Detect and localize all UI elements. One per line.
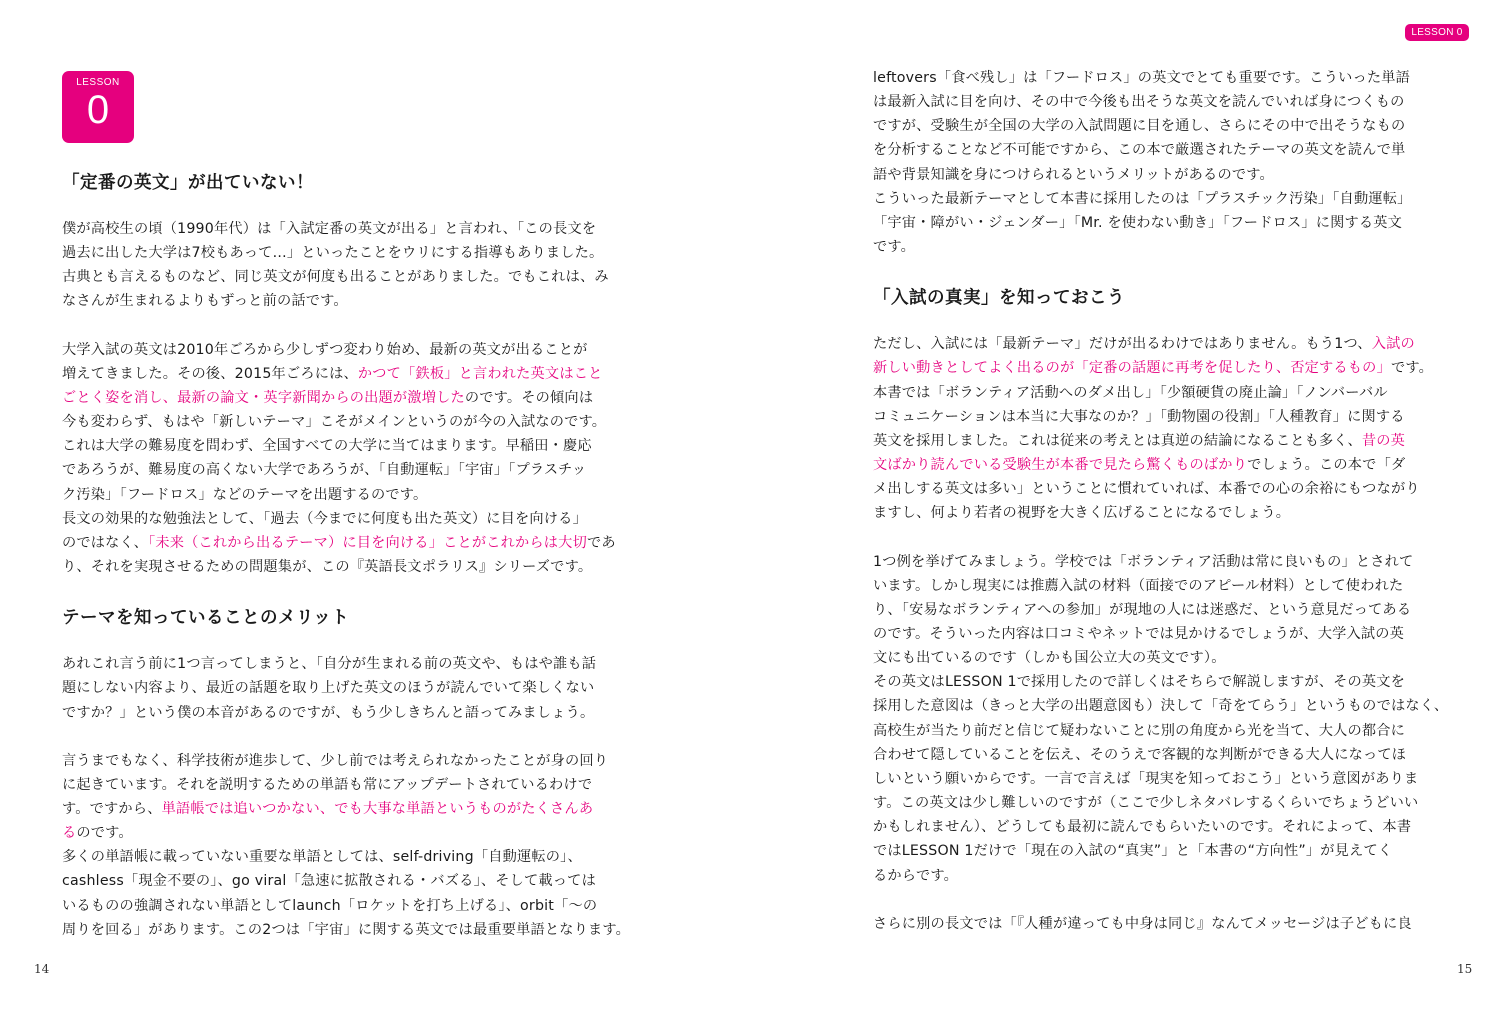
text-line bbox=[873, 211, 1451, 235]
text-run: 周りを回る」があります。この2つは「宇宙」に関する英文では最重要単語となります。 bbox=[62, 921, 631, 938]
page-number-left: 14 bbox=[34, 962, 50, 976]
text-line bbox=[62, 918, 640, 942]
text-run: 大学入試の英文は2010年ごろから少しずつ変わり始め、最新の英文が出ることが bbox=[62, 341, 588, 358]
text-line bbox=[873, 864, 1451, 888]
text-run: 僕が高校生の頃（1990年代）は「入試定番の英文が出る」と言われ、「この長文を bbox=[62, 221, 597, 237]
text-line bbox=[873, 550, 1451, 574]
highlighted-text: かつて「鉄板」と言われた英文はこと bbox=[357, 365, 603, 382]
text-run: 英文を採用しました。これは従来の考えとは真逆の結論になることも多く、 bbox=[873, 432, 1362, 449]
text-line bbox=[873, 187, 1451, 211]
text-line bbox=[873, 429, 1451, 453]
text-run: です。 bbox=[1390, 360, 1433, 377]
paragraph-gap bbox=[873, 888, 1451, 912]
text-line bbox=[62, 338, 640, 362]
heading-gap bbox=[62, 196, 640, 217]
paragraph bbox=[873, 332, 1451, 525]
text-line bbox=[62, 555, 640, 579]
text-line bbox=[62, 434, 640, 458]
text-line bbox=[62, 845, 640, 869]
text-line bbox=[873, 912, 1451, 936]
text-run: 高校生が当たり前だと信じて疑わないことに別の角度から光を当て、大人の都合に bbox=[873, 722, 1406, 739]
heading-gap bbox=[873, 311, 1451, 332]
text-run: これは大学の難易度を問わず、全国すべての大学に当てはまります。早稲田・慶応 bbox=[62, 438, 592, 455]
text-line bbox=[873, 90, 1451, 114]
text-run: ただし、入試には「最新テーマ」だけが出るわけではありません。もう1つ、 bbox=[873, 336, 1372, 353]
text-run: でしょう。この本で「ダ bbox=[1247, 457, 1406, 474]
paragraph bbox=[873, 66, 1451, 259]
text-line bbox=[62, 676, 640, 700]
text-line bbox=[873, 114, 1451, 138]
section-gap bbox=[873, 259, 1451, 285]
text-line bbox=[62, 652, 640, 676]
highlighted-text: 「未来（これから出るテーマ）に目を向ける」ことがこれからは大切 bbox=[148, 534, 587, 551]
text-line bbox=[62, 458, 640, 482]
lesson-tab: LESSON 0 bbox=[1405, 24, 1469, 41]
text-run: 言うまでもなく、科学技術が進歩して、少し前では考えられなかったことが身の回り bbox=[62, 752, 609, 769]
text-run: のです。その傾向は bbox=[464, 389, 594, 406]
text-run: 長文の効果的な勉強法として、「過去（今までに何度も出た英文）に目を向ける」 bbox=[62, 510, 587, 527]
text-run: 本書では「ボランティア活動へのダメ出し」「少額硬貨の廃止論」「ノンバーバル bbox=[873, 384, 1388, 401]
text-run: り、「安易なボランティアへの参加」が現地の人には迷惑だ、という意見だってある bbox=[873, 601, 1412, 618]
text-line bbox=[62, 894, 640, 918]
section-gap bbox=[62, 579, 640, 605]
text-line bbox=[62, 217, 640, 241]
text-run: かもしれません）、どうしても最初に読んでもらいたいのです。それによって、本書 bbox=[873, 819, 1412, 836]
paragraph bbox=[62, 652, 640, 724]
text-run: しいという願いからです。一言で言えば「現実を知っておこう」という意図がありま bbox=[873, 770, 1419, 787]
text-run: コミュニケーションは本当に大事なのか？」「動物園の役割」「人種教育」に関する bbox=[873, 408, 1405, 425]
text-line bbox=[873, 791, 1451, 815]
lesson-badge-label: LESSON bbox=[76, 77, 120, 88]
text-line bbox=[873, 332, 1451, 356]
text-run: を分析することなど不可能ですから、この本で厳選されたテーマの英文を読んで単 bbox=[873, 142, 1406, 159]
text-run: 「宇宙・障がい・ジェンダー」「Mr. を使わない動き」「フードロス」に関する英文 bbox=[873, 214, 1403, 231]
text-run: あれこれ言う前に1つ言ってしまうと、「自分が生まれる前の英文や、もはや誰も話 bbox=[62, 656, 597, 673]
text-line bbox=[873, 163, 1451, 187]
section-heading: テーマを知っていることのメリット bbox=[62, 608, 350, 629]
paragraph-gap bbox=[873, 526, 1451, 550]
text-run: 今も変わらず、もはや「新しいテーマ」こそがメインというのが今の入試なのです。 bbox=[62, 414, 607, 431]
highlighted-text: 入試の bbox=[1371, 336, 1415, 353]
text-run: ですか？」という僕の本音があるのですが、もう少しきちんと語ってみましょう。 bbox=[62, 704, 595, 721]
text-run: 語や背景知識を身につけられるというメリットがあるのです。 bbox=[873, 166, 1274, 183]
text-run: こういった最新テーマとして本書に採用したのは「プラスチック汚染」「自動運転」 bbox=[873, 190, 1412, 207]
text-line bbox=[873, 694, 1451, 718]
text-line bbox=[873, 356, 1451, 380]
text-run: さらに別の長文では「『人種が違っても中身は同じ』なんてメッセージは子どもに良 bbox=[873, 915, 1412, 932]
text-run: ますし、何より若者の視野を大きく広げることになるでしょう。 bbox=[873, 505, 1291, 522]
text-run: 多くの単語帳に載っていない重要な単語としては、self-driving「自動運転の」、 bbox=[62, 849, 582, 866]
section-heading: 「入試の真実」を知っておこう bbox=[873, 288, 1125, 309]
text-run: のではなく、 bbox=[62, 534, 149, 551]
text-line bbox=[873, 405, 1451, 429]
text-run: のです。そういった内容は口コミやネットでは見かけるでしょうが、大学入試の英 bbox=[873, 625, 1405, 642]
heading-gap bbox=[62, 631, 640, 652]
text-run: 採用した意図は（きっと大学の出題意図も）決して「奇をてらう」というものではなく、 bbox=[873, 698, 1449, 715]
highlighted-text: 昔の英 bbox=[1361, 432, 1406, 449]
text-run: その英文はLESSON 1で採用したので詳しくはそちらで解説しますが、その英文を bbox=[873, 674, 1406, 691]
text-run: 増えてきました。その後、2015年ごろには、 bbox=[62, 365, 358, 382]
text-line bbox=[62, 531, 640, 555]
right-text-column bbox=[873, 66, 1451, 936]
text-run: り、それを実現させるための問題集が、この『英語長文ポラリス』シリーズです。 bbox=[62, 559, 593, 576]
text-line bbox=[62, 241, 640, 265]
text-line bbox=[873, 574, 1451, 598]
text-line bbox=[873, 670, 1451, 694]
text-run: 古典とも言えるものなど、同じ英文が何度も出ることがありました。でもこれは、み bbox=[62, 269, 609, 286]
text-line bbox=[62, 386, 640, 410]
text-line bbox=[873, 743, 1451, 767]
text-line bbox=[873, 598, 1451, 622]
text-line bbox=[62, 749, 640, 773]
paragraph bbox=[873, 550, 1451, 888]
paragraph bbox=[62, 217, 640, 314]
highlighted-text: 新しい動きとしてよく出るのが「定番の話題に再考を促したり、否定するもの」 bbox=[873, 360, 1391, 377]
text-line bbox=[62, 362, 640, 386]
highlighted-text: 文ばかり読んでいる受験生が本番で見たら驚くものばかり bbox=[873, 457, 1248, 474]
text-run: いるものの強調されない単語としてlaunch「ロケットを打ち上げる」、orbit「～の bbox=[62, 897, 598, 914]
text-run: るからです。 bbox=[873, 867, 959, 884]
text-line bbox=[873, 839, 1451, 863]
text-line bbox=[62, 265, 640, 289]
highlighted-text: 単語帳では追いつかない、でも大事な単語というものがたくさんあ bbox=[161, 800, 594, 817]
text-run: 合わせて隠していることを伝え、そのうえで客観的な判断ができる大人になってほ bbox=[873, 746, 1407, 763]
lesson-badge bbox=[62, 71, 134, 143]
highlighted-text: る bbox=[62, 825, 77, 842]
text-run: であ bbox=[586, 534, 616, 551]
paragraph bbox=[62, 338, 640, 580]
text-line bbox=[873, 622, 1451, 646]
text-line bbox=[62, 797, 640, 821]
text-line bbox=[62, 507, 640, 531]
text-run: に起きています。それを説明するための単語も常にアップデートされているわけで bbox=[62, 776, 593, 793]
text-run: なさんが生まれるよりもずっと前の話です。 bbox=[62, 293, 348, 310]
text-run: 1つ例を挙げてみましょう。学校では「ボランティア活動は常に良いもの」とされて bbox=[873, 553, 1414, 570]
paragraph bbox=[62, 749, 640, 942]
text-line bbox=[873, 501, 1451, 525]
text-run: は最新入試に目を向け、その中で今後も出そうな英文を読んでいれば身につくもの bbox=[873, 94, 1405, 111]
right-page bbox=[750, 0, 1500, 1009]
text-run: メ出しする英文は多い」ということに慣れていれば、本番での心の余裕にもつながり bbox=[873, 481, 1420, 498]
text-line bbox=[62, 289, 640, 313]
text-run: ではLESSON 1だけで「現在の入試の“真実”」と「本書の“方向性”」が見えてく bbox=[873, 843, 1393, 860]
text-run: leftovers「食べ残し」は「フードロス」の英文でとても重要です。こういった単語 bbox=[873, 70, 1411, 86]
paragraph bbox=[873, 912, 1451, 936]
text-run: のです。 bbox=[76, 825, 133, 842]
text-line bbox=[873, 235, 1451, 259]
text-run: です。 bbox=[873, 239, 916, 256]
page-number-right: 15 bbox=[1457, 962, 1473, 976]
text-line bbox=[873, 381, 1451, 405]
text-run: す。この英文は少し難しいのですが（ここで少しネタバレするくらいでちょうどいい bbox=[873, 795, 1419, 812]
left-text-column bbox=[62, 170, 640, 942]
text-line bbox=[873, 767, 1451, 791]
text-line bbox=[873, 138, 1451, 162]
text-line bbox=[873, 453, 1451, 477]
text-line bbox=[62, 483, 640, 507]
text-run: cashless「現金不要の」、go viral「急速に拡散される・バズる」、そして載っては bbox=[62, 873, 596, 890]
text-run: 文にも出ているのです（しかも国公立大の英文です）。 bbox=[873, 650, 1226, 667]
text-line bbox=[62, 821, 640, 845]
section-heading: 「定番の英文」が出ていない！ bbox=[62, 173, 314, 193]
text-run: 過去に出した大学は7校もあって…」といったことをウリにする指導もありました。 bbox=[62, 245, 604, 262]
text-line bbox=[873, 66, 1451, 90]
text-run: であろうが、難易度の高くない大学であろうが、「自動運転」「宇宙」「プラスチッ bbox=[62, 462, 587, 479]
lesson-badge-number: 0 bbox=[86, 88, 110, 132]
text-line bbox=[873, 719, 1451, 743]
text-line bbox=[62, 701, 640, 725]
text-run: ク汚染」「フードロス」などのテーマを出題するのです。 bbox=[62, 486, 428, 503]
text-line bbox=[62, 410, 640, 434]
text-run: す。ですから、 bbox=[62, 800, 162, 817]
text-line bbox=[873, 477, 1451, 501]
text-line bbox=[873, 815, 1451, 839]
text-line bbox=[62, 869, 640, 893]
text-line bbox=[62, 773, 640, 797]
text-run: います。しかし現実には推薦入試の材料（面接でのアピール材料）として使われた bbox=[873, 577, 1404, 594]
paragraph-gap bbox=[62, 314, 640, 338]
text-line bbox=[873, 646, 1451, 670]
text-run: ですが、受験生が全国の大学の入試問題に目を通し、さらにその中で出そうなもの bbox=[873, 118, 1406, 135]
highlighted-text: ごとく姿を消し、最新の論文・英字新聞からの出題が激増した bbox=[62, 389, 465, 406]
text-run: 題にしない内容より、最近の話題を取り上げた英文のほうが読んでいて楽しくない bbox=[62, 680, 595, 697]
paragraph-gap bbox=[62, 725, 640, 749]
